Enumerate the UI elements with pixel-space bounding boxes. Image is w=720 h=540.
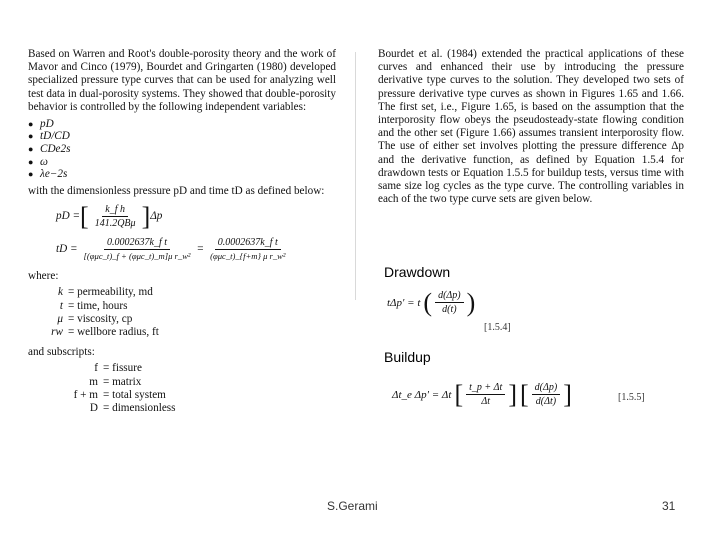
fraction: $\frac{\text{k\_f h}}{\text{141.2QBμ}}$: [94, 204, 136, 230]
fraction: $\frac{\text{0.0002637k\_f t}}{\text{(φμc\_t)\_\{f+m\} μ r\_w²}}$: [210, 237, 286, 262]
where-label: where:: [28, 270, 59, 283]
subscript-list: f = fissure m = matrix f + m = total system D = dimensionless: [73, 362, 176, 415]
drawdown-equation: tΔp′ = t ( $\frac{d(\Delta p)}{d(t)}$ ): [387, 287, 476, 317]
fraction: $\frac{d(\Delta p)}{d(t)}$: [435, 290, 464, 315]
list-item: ● ω: [28, 155, 48, 168]
fraction: $\frac{\text{0.0002637k\_f t}}{\text{[(φμc\_t)\_f + (φμc\_t)\_m]μ r\_w²}}$: [83, 237, 191, 262]
equation-td: tD = $\frac{\text{0.0002637k\_f t}}{\text{[(φμc\_t)\_f + (φμc\_t)\_m]μ r\_w²}}$ = $\frac{\text{0.0002637k\_f t}}{\text{(φμc\_t)\_\{f+m\} μ r\_w²}}$: [56, 237, 336, 262]
definition-intro: with the dimensionless pressure pD and time tD as defined below:: [28, 184, 325, 197]
definition-list: k = permeability, md t = time, hours μ = viscosity, cp rw = wellbore radius, ft: [51, 286, 159, 338]
intro-paragraph: Based on Warren and Root's double-porosity theory and the work of Mavor and Cinco (1979), Bourdet and Gringarten (1980) developed specialized pressure type curves that can be used for analyzing well test data in dual-porosity systems. They showed that double-porosity behavior is controlled by the following independent variables:: [28, 48, 336, 113]
list-item: ● pD: [28, 117, 54, 130]
equation-number: [1.5.5]: [618, 392, 645, 403]
list-item: ● λe−2s: [28, 168, 68, 181]
bullet-icon: ●: [28, 169, 34, 180]
equation-pd: pD = [ $\frac{\text{k\_f h}}{\text{141.2QBμ}}$ ] Δp: [56, 201, 163, 231]
list-item: ● tD/CD: [28, 130, 70, 143]
bullet-icon: ●: [28, 143, 34, 154]
bullet-icon: ●: [28, 118, 34, 129]
equation-number: [1.5.4]: [484, 322, 511, 333]
footer-author: S.Gerami: [327, 499, 378, 513]
column-divider: [355, 52, 356, 300]
page-number: 31: [662, 499, 676, 513]
right-column: [378, 48, 684, 206]
subscripts-label: and subscripts:: [28, 346, 95, 359]
buildup-heading: Buildup: [384, 349, 431, 365]
bullet-icon: ●: [28, 131, 34, 142]
bullet-icon: ●: [28, 156, 34, 167]
drawdown-heading: Drawdown: [384, 264, 451, 280]
list-item: ● CDe2s: [28, 142, 71, 155]
left-column: [28, 48, 336, 415]
fraction: $\frac{d(\Delta p)}{d(\Delta t)}$: [532, 382, 561, 407]
fraction: $\frac{t\_p + \Delta t}{\Delta t}$: [466, 382, 505, 407]
right-paragraph: Bourdet et al. (1984) extended the practical applications of these curves and enhanced their use by introducing the pressure derivative type curves to the solution. They developed two sets of pressure derivative type curves as shown in Figures 1.65 and 1.66. The first set, i.e., Figure 1.65, is based on the assumption that the interporosity flow obeys the pseudosteady-state flowing condition and the other set (Figure 1.66) assumes transient interporosity flow. The use of either set involves plotting the pressure difference Δp and the derivative function, as defined by Equation 1.5.4 for drawdown tests or Equation 1.5.5 for buildup tests, versus time with same size log cycles as the type curve. The controlling variables in each of the two type curve sets are given below.: [378, 48, 684, 206]
buildup-equation: Δt_e Δp′ = Δt [ $\frac{t\_p + \Delta t}{\Delta t}$ ] [ $\frac{d(\Delta p)}{d(\Delta t)}$ ]: [392, 379, 572, 409]
variable-list: [28, 118, 336, 181]
